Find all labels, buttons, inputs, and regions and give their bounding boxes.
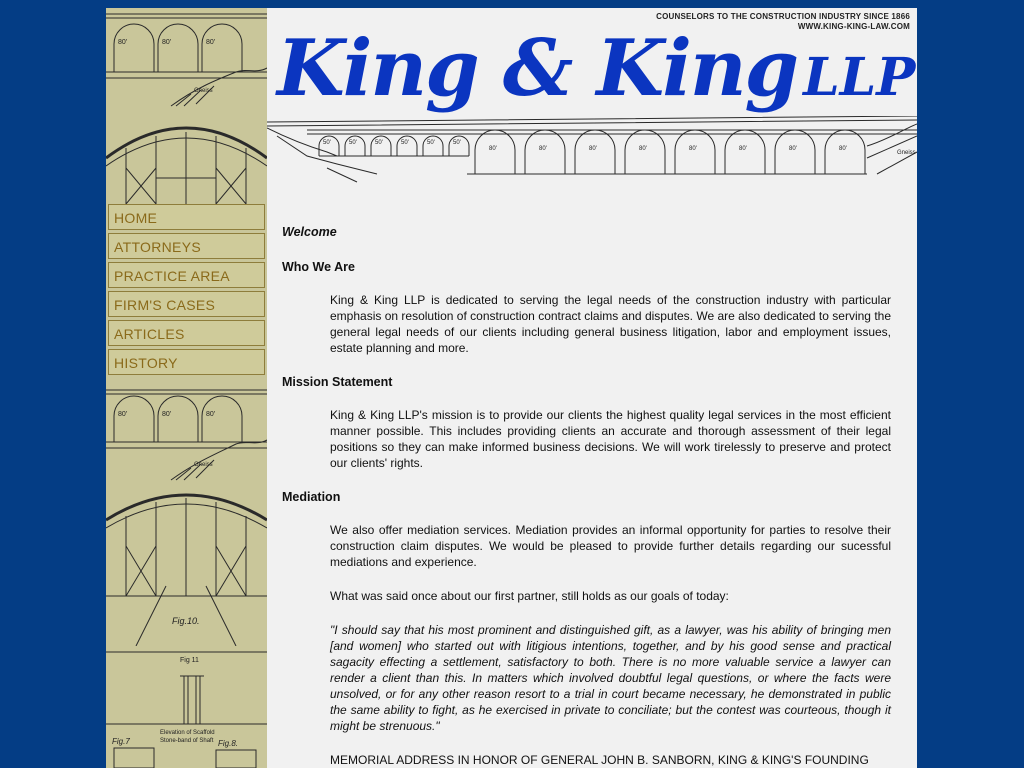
welcome-heading: Welcome	[282, 225, 337, 239]
who-we-are-heading: Who We Are	[282, 260, 355, 274]
gneiss-label: Gneiss	[897, 150, 916, 156]
span-label: 50'	[453, 140, 461, 146]
span-label: 80'	[839, 146, 847, 152]
fig8-label: Fig.8.	[218, 739, 239, 748]
span-label: 80'	[162, 39, 172, 46]
tagline-url: WWW.KING-KING-LAW.COM	[797, 22, 910, 31]
aqueduct-etching-top	[106, 8, 267, 108]
founder-quote: "I should say that his most prominent and distinguished gift, as a lawyer, was his ability of bringing men [and women] who started out with litigious intentions, together, and by his good sense and practical sagacity effecting a settlement, satisfactory to both. There is no more valuable service a lawyer can render a client than this. In matters which involved doubtful legal questions, or where the facts were unsolved, or for any other reason resort to a trial in court became necessary, he demonstrated in public the same ability to fight, as he exercised in private to conciliate; but the contest was courteous, though it might be strenuous."	[330, 623, 891, 733]
fig11-etching	[106, 648, 267, 768]
sidebar	[106, 8, 267, 768]
nav-home[interactable]: HOME	[108, 204, 265, 230]
main-nav	[106, 204, 267, 378]
aqueduct-etching-middle	[106, 384, 267, 484]
span-label: 80'	[539, 146, 547, 152]
fig10-etching	[106, 486, 267, 646]
aqueduct-banner	[267, 116, 917, 192]
span-label: 80'	[589, 146, 597, 152]
span-label: 50'	[349, 140, 357, 146]
main-content-area	[267, 8, 917, 768]
mediation-heading: Mediation	[282, 490, 341, 504]
who-we-are-text: King & King LLP is dedicated to serving the legal needs of the construction industry with particular emphasis on resolution of construction contract claims and disputes. We are also dedicated to serving the general legal needs of our clients including general business litigation, labor and employment issues, estate planning and more.	[330, 293, 891, 355]
gneiss-label: Gneiss	[194, 88, 213, 94]
span-label: 50'	[323, 140, 331, 146]
nav-firms-cases[interactable]: FIRM'S CASES	[108, 291, 265, 317]
span-label: 80'	[118, 39, 128, 46]
span-label: 50'	[375, 140, 383, 146]
nav-articles[interactable]: ARTICLES	[108, 320, 265, 346]
fig11-label: Fig 11	[180, 657, 199, 664]
span-label: 80'	[206, 39, 216, 46]
span-label: 80'	[639, 146, 647, 152]
span-label: 80'	[789, 146, 797, 152]
logo[interactable]	[277, 24, 915, 123]
stone-band-label: Stone-band of Shaft	[160, 738, 214, 744]
logo-name: King & King	[277, 23, 798, 114]
logo-suffix: LLP	[803, 47, 916, 108]
tagline-slogan: COUNSELORS TO THE CONSTRUCTION INDUSTRY SINCE 1866	[656, 12, 910, 21]
span-label: 80'	[489, 146, 497, 152]
article-body	[282, 224, 892, 768]
span-label: 80'	[118, 411, 128, 418]
fig10-label: Fig.10.	[172, 616, 200, 626]
span-label: 50'	[401, 140, 409, 146]
span-label: 80'	[689, 146, 697, 152]
span-label: 80'	[206, 411, 216, 418]
elevation-label: Elevation of Scaffold	[160, 730, 215, 736]
fig7-label: Fig.7	[112, 737, 130, 746]
span-label: 80'	[162, 411, 172, 418]
nav-history[interactable]: HISTORY	[108, 349, 265, 375]
mediation-text: We also offer mediation services. Mediation provides an informal opportunity for parties to resolve their construction claim disputes. We would be pleased to provide further details regarding our sucessful mediations and experience.	[330, 523, 891, 569]
span-label: 80'	[739, 146, 747, 152]
quote-intro: What was said once about our first partner, still holds as our goals of today:	[330, 589, 729, 603]
mission-heading: Mission Statement	[282, 375, 393, 389]
memorial-citation: MEMORIAL ADDRESS IN HONOR OF GENERAL JOHN B. SANBORN, KING & KING'S FOUNDING	[330, 753, 869, 767]
gneiss-label: Gneiss	[194, 462, 213, 468]
nav-practice-area[interactable]: PRACTICE AREA	[108, 262, 265, 288]
nav-attorneys[interactable]: ATTORNEYS	[108, 233, 265, 259]
span-label: 50'	[427, 140, 435, 146]
mission-text: King & King LLP's mission is to provide our clients the highest quality legal services in the most efficient manner possible. This includes providing clients an accurate and thorough assessment of their legal positions so they can make informed business decisions. We will work tirelessly to preserve and protect our clients' rights.	[330, 408, 891, 470]
arch-centering-etching	[106, 108, 267, 204]
